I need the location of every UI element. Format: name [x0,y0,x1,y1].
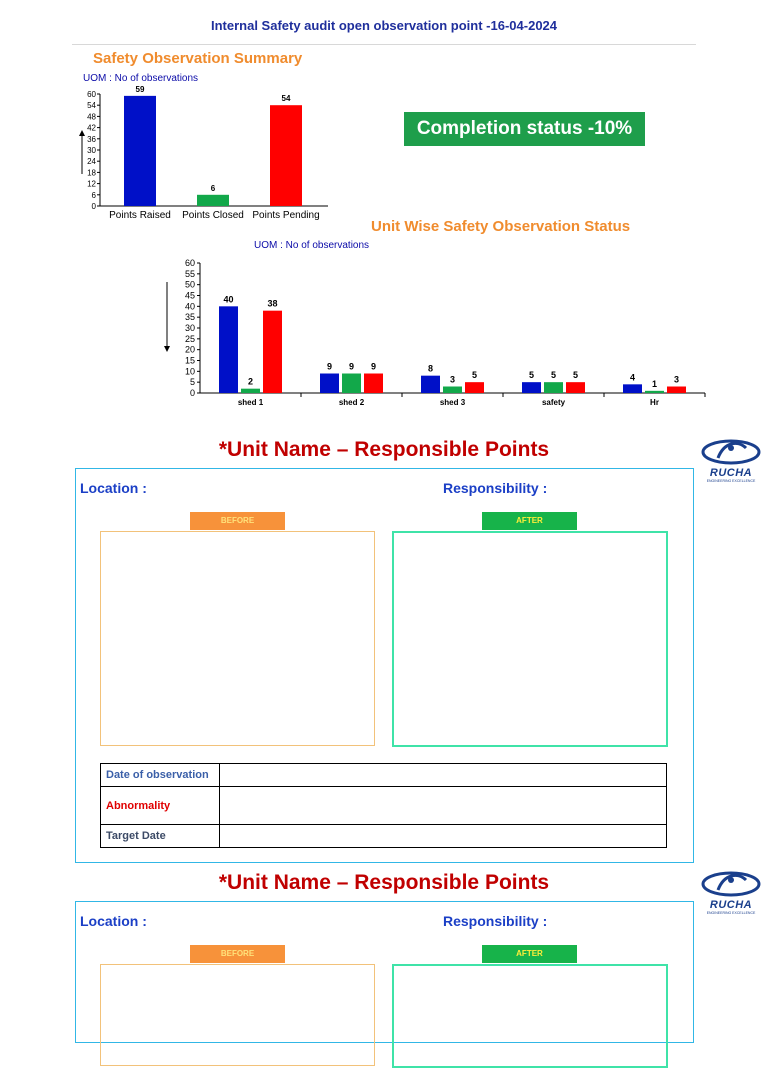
logo-tagline: ENGINEERING EXCELLENCE [706,911,756,915]
y-tick-label: 36 [87,134,96,144]
bar [219,306,238,393]
logo-tagline: ENGINEERING EXCELLENCE [706,479,756,483]
abnormality-label: Abnormality [101,787,220,825]
data-label: 9 [348,361,355,372]
responsibility-label: Responsibility : [443,913,548,929]
data-label: 40 [223,294,234,305]
target-date-value [220,825,667,848]
bar [623,384,642,393]
y-tick-label: 18 [87,168,96,178]
x-tick-label: shed 1 [237,398,264,407]
y-tick-label: 15 [184,355,195,366]
section-title: *Unit Name – Responsible Points [218,871,550,894]
x-tick-label: shed 3 [439,398,466,407]
x-tick-label: safety [541,398,566,407]
unit-chart-uom: UOM : No of observations [254,240,370,251]
data-label: 9 [370,361,377,372]
data-label: 8 [427,363,434,374]
bar [465,382,484,393]
bar [443,387,462,394]
rucha-logo-icon [700,868,762,898]
section-title: *Unit Name – Responsible Points [218,438,550,461]
table-row [101,825,667,848]
axis-arrow-head [79,130,85,136]
data-label: 3 [449,374,456,385]
y-tick-label: 5 [189,377,195,388]
logo-name: RUCHA [709,899,753,911]
y-tick-label: 30 [184,323,195,333]
before-tag: BEFORE [190,945,285,963]
data-label: 3 [673,374,680,385]
y-tick-label: 50 [184,279,195,290]
data-label: 54 [281,94,291,104]
abnormality-value [220,787,667,825]
bar [667,387,686,394]
bar [421,376,440,393]
header-divider [72,44,696,45]
bar [645,391,664,393]
bar [522,382,541,393]
x-tick-label: shed 2 [338,398,365,407]
x-tick-label: Points Pending [252,210,320,221]
y-tick-label: 35 [184,312,195,323]
data-label: 2 [247,376,254,387]
rucha-logo [700,436,762,482]
bar [320,374,339,394]
y-tick-label: 0 [91,202,96,211]
summary-chart-uom: UOM : No of observations [83,73,199,84]
bar [342,374,361,394]
bar [270,105,302,206]
data-label: 1 [651,378,658,389]
y-tick-label: 40 [184,301,195,312]
y-tick-label: 60 [184,258,195,268]
page-title: Internal Safety audit open observation point -16-04-2024 [210,18,558,33]
summary-chart-title: Safety Observation Summary [93,50,303,67]
x-tick-label: Points Closed [182,210,244,221]
after-tag: AFTER [482,945,577,963]
data-label: 5 [471,370,478,381]
bar [544,382,563,393]
location-label: Location : [80,913,147,929]
y-tick-label: 48 [87,112,96,122]
y-tick-label: 45 [184,290,195,301]
bar [566,382,585,393]
bar [364,374,383,394]
target-date-label: Target Date [101,825,220,848]
x-tick-label: Hr [650,398,659,407]
data-label: 6 [210,183,216,193]
x-tick-label: Points Raised [109,210,171,221]
bar [197,195,229,206]
date-observation-value [220,764,667,787]
unit-bar-chart [150,254,710,410]
after-photo-placeholder [392,964,668,1068]
data-label: 4 [629,372,636,383]
table-row [101,764,667,787]
summary-bar-chart [60,82,340,224]
data-label: 5 [528,370,535,381]
after-tag: AFTER [482,512,577,530]
y-tick-label: 12 [87,179,96,189]
y-tick-label: 6 [91,190,96,200]
rucha-logo [700,868,762,914]
logo-name: RUCHA [709,467,753,479]
responsible-point-card [75,901,694,1043]
responsibility-label: Responsibility : [443,480,548,496]
y-tick-label: 55 [184,268,195,279]
y-tick-label: 30 [87,146,96,155]
responsible-point-card [75,468,694,863]
y-tick-label: 54 [87,101,96,111]
data-label: 5 [572,370,579,381]
y-tick-label: 42 [87,123,96,133]
y-tick-label: 60 [87,90,96,99]
axis-arrow-head [164,346,170,352]
bar [241,389,260,393]
completion-status-badge: Completion status -10% [404,112,645,146]
date-observation-label: Date of observation [101,764,220,787]
rucha-logo-icon [700,436,762,466]
y-tick-label: 10 [184,366,195,377]
data-label: 9 [326,361,333,372]
data-label: 59 [135,84,145,94]
before-photo-placeholder [100,964,375,1066]
bar [124,96,156,206]
y-tick-label: 25 [184,333,195,344]
y-tick-label: 20 [184,344,195,355]
bar [263,311,282,393]
before-photo-placeholder [100,531,375,746]
after-photo-placeholder [392,531,668,747]
data-label: 5 [550,370,557,381]
location-label: Location : [80,480,147,496]
before-tag: BEFORE [190,512,285,530]
data-label: 38 [267,298,278,309]
y-tick-label: 0 [189,388,195,398]
unit-chart-title: Unit Wise Safety Observation Status [371,218,631,235]
table-row [101,787,667,825]
observation-details-table [100,763,667,848]
y-tick-label: 24 [87,157,96,167]
